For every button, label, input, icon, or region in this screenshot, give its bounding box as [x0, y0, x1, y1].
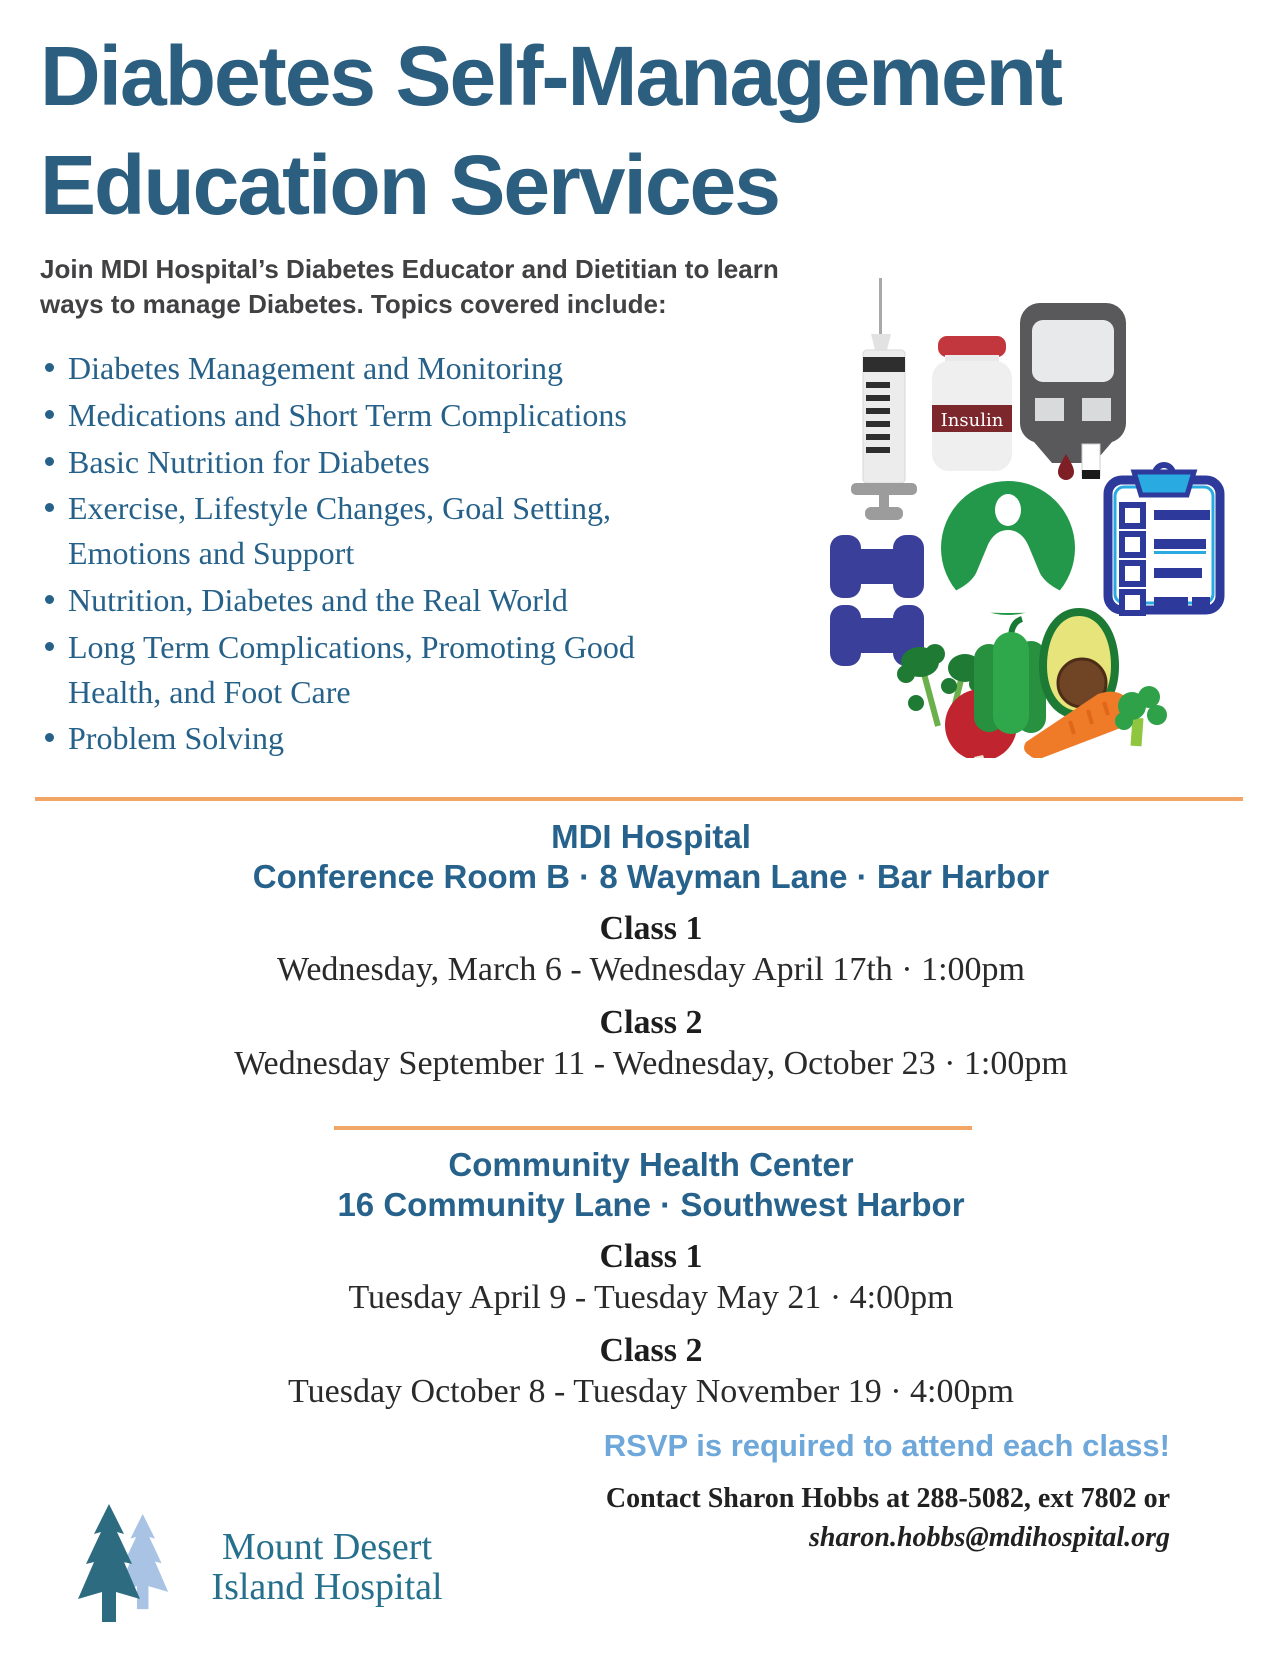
dumbbell-icon [830, 535, 924, 666]
list-item [38, 440, 718, 485]
contact-email: sharon.hobbs@mdihospital.org [809, 1522, 1170, 1553]
topic-text: Medications and Short Term Complications [68, 396, 627, 433]
location-address: Conference Room B · 8 Wayman Lane · Bar Harbor [252, 858, 1050, 895]
bullet-icon [45, 733, 54, 742]
logo-line2: Island Hospital [211, 1565, 443, 1608]
contact-line: Contact Sharon Hobbs at 288-5082, ext 7802 or [605, 1483, 1170, 1514]
rsvp-note: RSVP is required to attend each class! [603, 1428, 1170, 1463]
topic-text: Long Term Complications, Promoting Good Health, and Foot Care [68, 628, 635, 710]
location-name: Community Health Center [448, 1146, 854, 1183]
location-name: MDI Hospital [551, 818, 751, 855]
topics-list [38, 346, 718, 763]
bullet-icon [45, 457, 54, 466]
bullet-icon [45, 595, 54, 604]
topic-text: Problem Solving [68, 720, 285, 757]
list-item [38, 346, 718, 391]
clipboard-icon [1108, 465, 1220, 613]
hospital-logo-trees-icon [72, 1498, 194, 1636]
bullet-icon [45, 363, 54, 372]
bullet-icon [45, 410, 54, 419]
class-label: Class 1 [599, 1238, 703, 1275]
class-label: Class 1 [599, 910, 703, 947]
topic-text: Diabetes Management and Monitoring [68, 350, 563, 386]
list-item [38, 486, 718, 576]
divider [334, 1126, 972, 1130]
diabetes-illustration [788, 258, 1228, 758]
intro-text: Join MDI Hospital’s Diabetes Educator and Dietitian to learn ways to manage Diabetes. Topics covered include: [40, 254, 779, 320]
divider [35, 797, 1243, 801]
vegetables-icon [897, 608, 1167, 758]
syringe-icon [851, 278, 917, 520]
bullet-icon [45, 642, 54, 651]
yoga-icon [941, 481, 1075, 615]
class-label: Class 2 [599, 1004, 703, 1041]
class-label: Class 2 [599, 1332, 703, 1369]
class-schedule: Wednesday September 11 - Wednesday, October 23 · 1:00pm [234, 1045, 1068, 1082]
bullet-icon [45, 503, 54, 512]
topic-text: Basic Nutrition for Diabetes [68, 443, 430, 480]
class-schedule: Tuesday October 8 - Tuesday November 19 · 4:00pm [288, 1373, 1014, 1410]
list-item [38, 625, 718, 715]
class-schedule: Tuesday April 9 - Tuesday May 21 · 4:00pm [348, 1279, 954, 1316]
location-address: 16 Community Lane · Southwest Harbor [337, 1186, 965, 1223]
hospital-logo-text [192, 1528, 462, 1607]
topic-text: Nutrition, Diabetes and the Real World [68, 581, 568, 618]
page-title: Diabetes Self-Management Education Services [40, 29, 1061, 233]
logo-line1: Mount Desert [221, 1526, 433, 1568]
list-item [38, 578, 718, 623]
insulin-label: Insulin [940, 410, 1004, 431]
pepper-icon [974, 619, 1046, 734]
glucometer-icon [1020, 303, 1126, 480]
list-item [38, 716, 718, 761]
insulin-vial-icon [932, 336, 1012, 471]
class-schedule: Wednesday, March 6 - Wednesday April 17th · 1:00pm [276, 951, 1026, 988]
list-item [38, 393, 718, 438]
topic-text: Exercise, Lifestyle Changes, Goal Setting, Emotions and Support [68, 490, 611, 572]
